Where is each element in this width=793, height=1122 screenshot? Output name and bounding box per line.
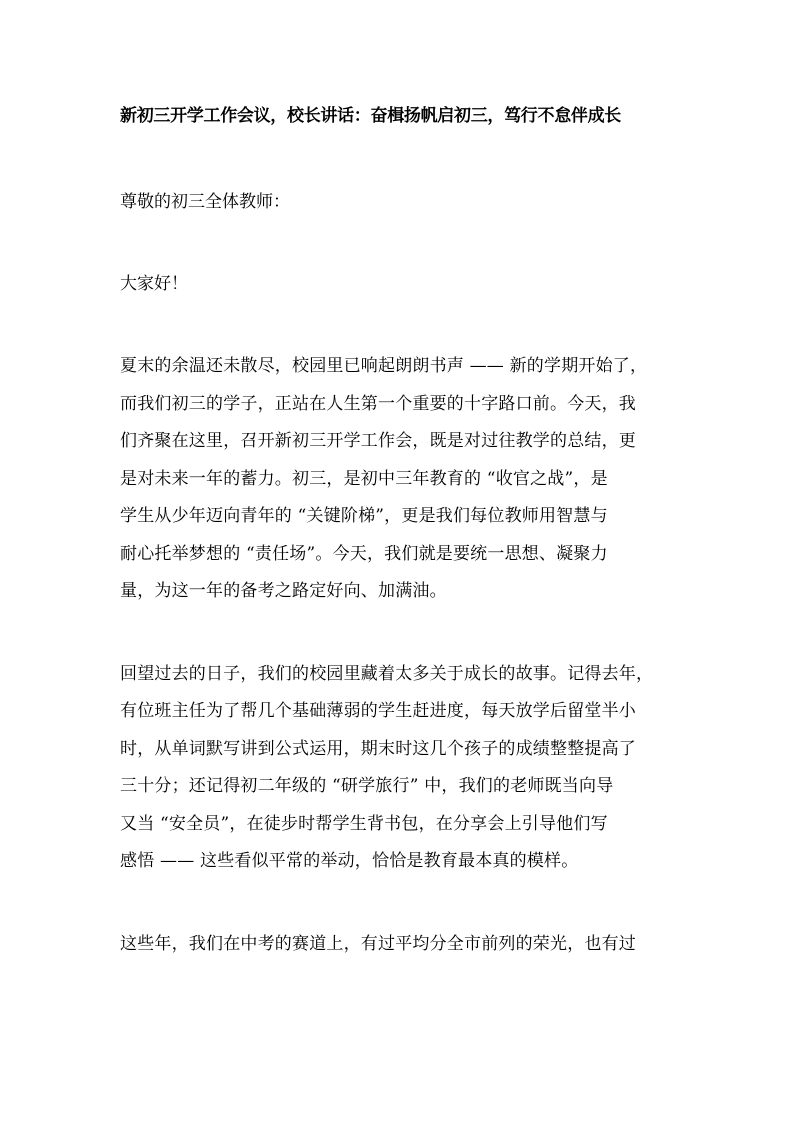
paragraph-line: 量，为这一年的备考之路定好向、加满油。	[120, 581, 447, 601]
paragraph-line: 又当 “安全员”，在徒步时帮学生背书包，在分享会上引导他们写	[120, 813, 608, 834]
paragraph-line: 是对未来一年的蓄力。初三，是初中三年教育的 “收官之战”，是	[120, 468, 608, 489]
paragraph-line: 学生从少年迈向青年的 “关键阶梯”，更是我们每位教师用智慧与	[120, 506, 608, 526]
paragraph-line: 感悟 —— 这些看似平常的举动，恰恰是教育最本真的模样。	[120, 851, 579, 871]
paragraph-line: 夏末的余温还未散尽，校园里已响起朗朗书声 —— 新的学期开始了，	[120, 356, 648, 376]
salutation: 尊敬的初三全体教师：	[120, 192, 290, 212]
paragraph-achievements	[120, 926, 680, 964]
paragraph-line: 回望过去的日子，我们的校园里藏着太多关于成长的故事。记得去年，	[120, 663, 654, 684]
greeting: 大家好！	[120, 274, 188, 294]
paragraph-line: 们齐聚在这里，召开新初三开学工作会，既是对过往教学的总结，更	[120, 431, 636, 451]
paragraph-line: 这些年，我们在中考的赛道上，有过平均分全市前列的荣光，也有过	[120, 933, 636, 954]
paragraph-opening	[120, 348, 680, 611]
paragraph-line: 有位班主任为了帮几个基础薄弱的学生赶进度，每天放学后留堂半小	[120, 701, 636, 721]
document-page	[120, 104, 680, 963]
paragraph-review	[120, 656, 680, 881]
paragraph-line: 三十分；还记得初二年级的 “研学旅行” 中，我们的老师既当向导	[120, 776, 614, 796]
paragraph-line: 而我们初三的学子，正站在人生第一个重要的十字路口前。今天，我	[120, 393, 636, 414]
paragraph-line: 时，从单词默写讲到公式运用，期末时这几个孩子的成绩整整提高了	[120, 738, 636, 759]
document-title: 新初三开学工作会议，校长讲话：奋楫扬帆启初三，笃行不怠伴成长	[120, 106, 621, 126]
paragraph-line: 耐心托举梦想的 “责任场”。今天，我们就是要统一思想、凝聚力	[120, 543, 608, 564]
